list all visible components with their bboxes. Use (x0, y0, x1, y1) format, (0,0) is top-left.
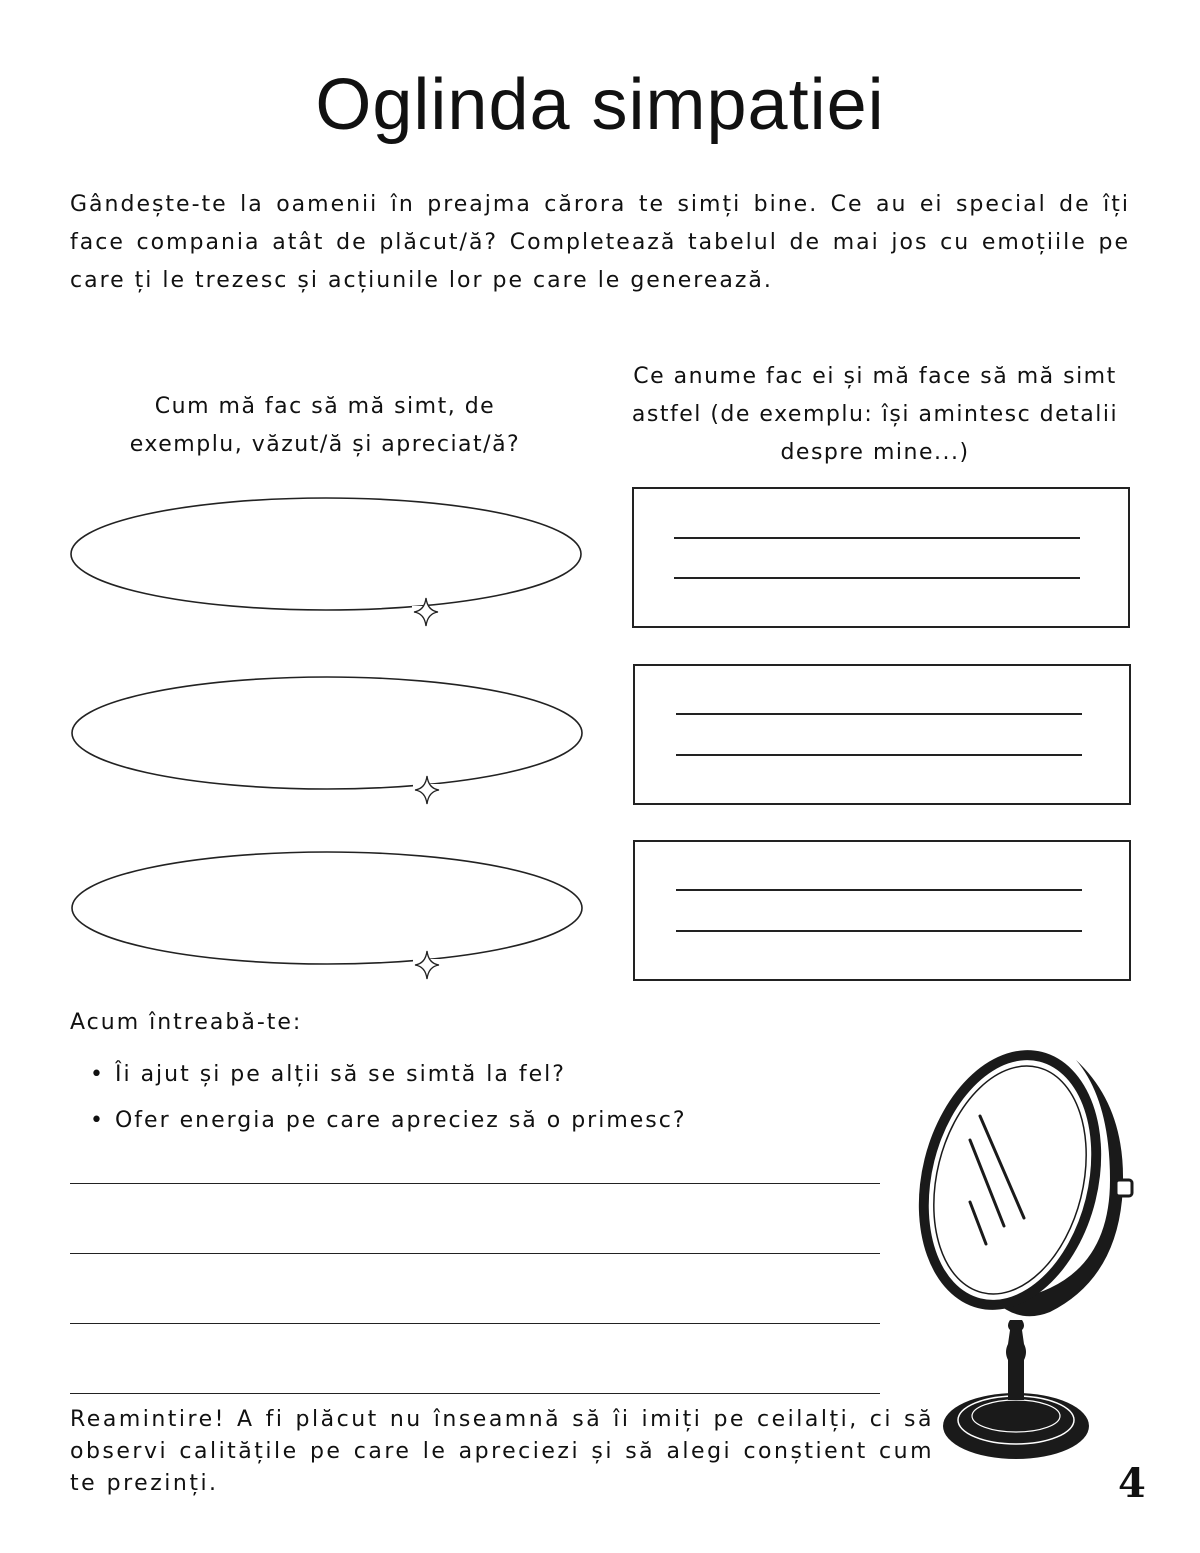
answer-box-2[interactable] (633, 664, 1131, 805)
page-number: 4 (1118, 1460, 1146, 1507)
page-title: Oglinda simpatiei (315, 65, 885, 145)
writing-line[interactable] (676, 754, 1082, 756)
answer-box-1[interactable] (632, 487, 1130, 628)
answer-oval-3[interactable] (67, 848, 587, 988)
question-text: Îi ajut și pe alții să se simtă la fel? (114, 1062, 566, 1087)
sparkle-icon (413, 951, 441, 979)
answer-oval-2[interactable] (67, 673, 587, 813)
mirror-icon (900, 1040, 1150, 1480)
sparkle-icon (413, 776, 441, 804)
writing-line[interactable] (676, 930, 1082, 932)
list-item (90, 1098, 687, 1144)
writing-line[interactable] (674, 577, 1080, 579)
answer-box-3[interactable] (633, 840, 1131, 981)
writing-line[interactable] (70, 1323, 880, 1324)
writing-line[interactable] (676, 889, 1082, 891)
writing-line[interactable] (70, 1253, 880, 1254)
question-list (90, 1052, 687, 1144)
sparkle-icon (412, 598, 440, 626)
writing-line[interactable] (70, 1393, 880, 1394)
question-text: Ofer energia pe care apreciez să o primesc? (114, 1108, 687, 1133)
bullet: • (90, 1108, 105, 1133)
ask-heading: Acum întreabă-te: (70, 1010, 303, 1035)
intro-paragraph: Gândește-te la oamenii în preajma cărora te simți bine. Ce au ei special de îți face compania atât de plăcut/ă? Completează tabelul de mai jos cu emoțiile pe care ți le trezesc și acțiunile lor pe care le generează. (70, 192, 1130, 293)
reminder-text: Reamintire! A fi plăcut nu înseamnă să îi imiți pe ceilalți, ci să observi calitățile pe care le apreciezi și să alegi conștient cum te prezinți. (70, 1407, 934, 1496)
writing-line[interactable] (70, 1183, 880, 1184)
answer-oval-1[interactable] (66, 496, 586, 636)
right-column-heading: Ce anume fac ei și mă face să mă simt astfel (de exemplu: își amintesc detalii despre mine...) (631, 364, 1119, 465)
bullet: • (90, 1062, 105, 1087)
writing-line[interactable] (674, 537, 1080, 539)
writing-line[interactable] (676, 713, 1082, 715)
list-item (90, 1052, 687, 1098)
left-column-heading: Cum mă fac să mă simt, de exemplu, văzut/ă și apreciat/ă? (129, 394, 521, 457)
